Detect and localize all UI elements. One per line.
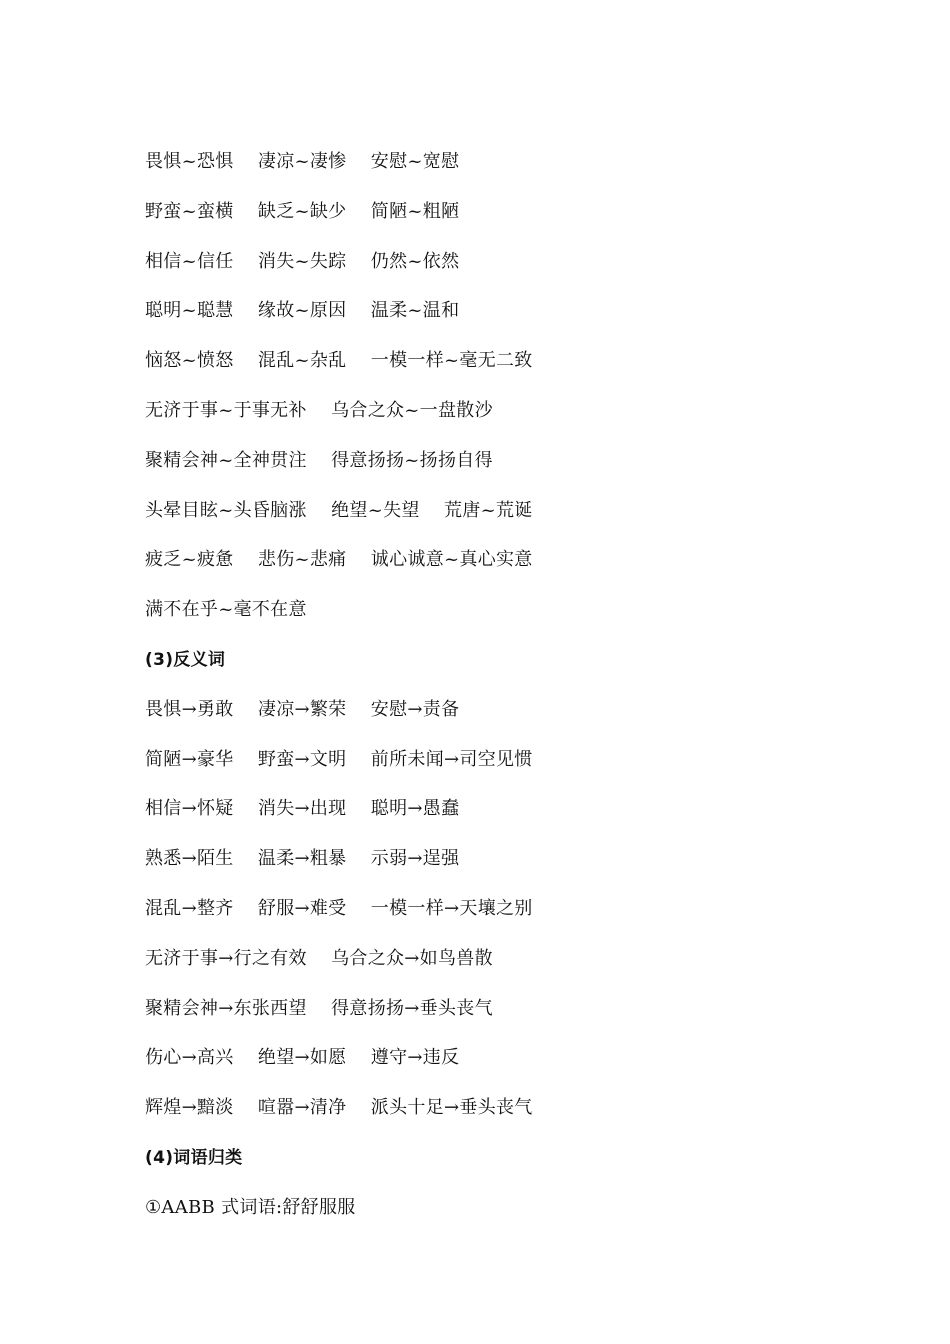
synonym-line-6: 无济于事~于事无补 乌合之众~一盘散沙 [145, 399, 493, 421]
antonym-line-4: 熟悉→陌生 温柔→粗暴 示弱→逞强 [145, 848, 460, 870]
antonym-line-2: 简陋→豪华 野蛮→文明 前所未闻→司空见惯 [145, 748, 533, 770]
antonym-line-5: 混乱→整齐 舒服→难受 一模一样→天壤之别 [145, 897, 533, 919]
document-body [145, 145, 905, 1241]
antonym-line-3: 相信→怀疑 消失→出现 聪明→愚蠢 [145, 798, 460, 820]
synonym-line-3: 相信~信任 消失~失踪 仍然~依然 [145, 250, 460, 272]
antonym-line-9: 辉煌→黯淡 喧嚣→清净 派头十足→垂头丧气 [145, 1097, 533, 1119]
section-heading-classification: (4)词语归类 [145, 1147, 243, 1168]
synonym-line-8: 头晕目眩~头昏脑涨 绝望~失望 荒唐~荒诞 [145, 499, 533, 521]
antonym-line-8: 伤心→高兴 绝望→如愿 遵守→违反 [145, 1047, 460, 1069]
synonym-line-10: 满不在乎~毫不在意 [145, 599, 307, 621]
synonym-line-4: 聪明~聪慧 缘故~原因 温柔~温和 [145, 300, 460, 322]
synonym-line-1: 畏惧~恐惧 凄凉~凄惨 安慰~宽慰 [145, 151, 460, 172]
synonym-line-9: 疲乏~疲惫 悲伤~悲痛 诚心诚意~真心实意 [145, 549, 533, 571]
section-heading-antonyms: (3)反义词 [145, 649, 226, 670]
synonym-line-5: 恼怒~愤怒 混乱~杂乱 一模一样~毫无二致 [145, 350, 533, 372]
antonym-line-6: 无济于事→行之有效 乌合之众→如鸟兽散 [145, 947, 493, 969]
antonym-line-1: 畏惧→勇敢 凄凉→繁荣 安慰→责备 [145, 698, 460, 720]
synonym-line-7: 聚精会神~全神贯注 得意扬扬~扬扬自得 [145, 449, 493, 471]
classification-line-1: ①AABB 式词语:舒舒服服 [145, 1196, 356, 1218]
synonym-line-2: 野蛮~蛮横 缺乏~缺少 简陋~粗陋 [145, 200, 460, 222]
antonym-line-7: 聚精会神→东张西望 得意扬扬→垂头丧气 [145, 997, 493, 1019]
